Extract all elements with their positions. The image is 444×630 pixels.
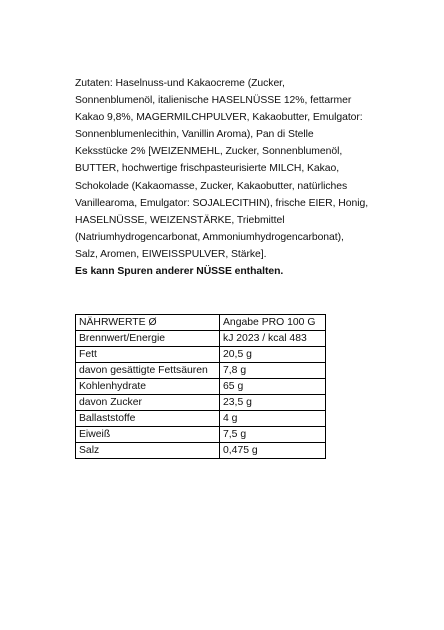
ingredients-line: Schokolade (Kakaomasse, Zucker, Kakaobutter, natürliches	[75, 180, 348, 192]
ingredients-line: Zutaten: Haselnuss-und Kakaocreme (Zucker,	[75, 78, 285, 89]
nutrient-value: 20,5 g	[220, 347, 326, 363]
nutrient-label: Eiweiß	[76, 427, 220, 443]
nutrient-value: 7,8 g	[220, 363, 326, 379]
nutrition-header-label: NÄHRWERTE Ø	[76, 315, 220, 331]
ingredients-line: (Natriumhydrogencarbonat, Ammoniumhydrogencarbonat),	[75, 231, 344, 243]
nutrient-label: Fett	[76, 347, 220, 363]
table-row	[76, 443, 326, 459]
nutrient-value: kJ 2023 / kcal 483	[220, 331, 326, 347]
table-row	[76, 379, 326, 395]
table-row	[76, 331, 326, 347]
table-row	[76, 347, 326, 363]
nutrition-header-row	[76, 315, 326, 331]
table-row	[76, 411, 326, 427]
nutrient-label: davon Zucker	[76, 395, 220, 411]
ingredients-line: Sonnenblumenöl, italienische HASELNÜSSE 12%, fettarmer	[75, 95, 352, 107]
ingredients-line: HASELNÜSSE, WEIZENSTÄRKE, Triebmittel	[75, 214, 285, 226]
ingredients-line: Salz, Aromen, EIWEISSPULVER, Stärke].	[75, 248, 267, 260]
nutrient-label: davon gesättigte Fettsäuren	[76, 363, 220, 379]
nutrient-label: Salz	[76, 443, 220, 459]
nutrition-header-value: Angabe PRO 100 G	[220, 315, 326, 331]
ingredients-line: BUTTER, hochwertige frischpasteurisierte MILCH, Kakao,	[75, 163, 340, 175]
table-row	[76, 395, 326, 411]
nutrient-label: Ballaststoffe	[76, 411, 220, 427]
nutrition-table	[75, 314, 326, 459]
ingredients-paragraph	[75, 75, 375, 280]
nutrient-value: 0,475 g	[220, 443, 326, 459]
nutrient-value: 7,5 g	[220, 427, 326, 443]
nutrient-label: Kohlenhydrate	[76, 379, 220, 395]
ingredients-line: Sonnenblumenlecithin, Vanillin Aroma), Pan di Stelle	[75, 129, 314, 141]
ingredients-line: Vanillearoma, Emulgator: SOJALECITHIN), frische EIER, Honig,	[75, 197, 369, 209]
table-row	[76, 363, 326, 379]
ingredients-line: Keksstücke 2% [WEIZENMEHL, Zucker, Sonnenblumenöl,	[75, 146, 343, 158]
table-row	[76, 427, 326, 443]
nutrient-value: 4 g	[220, 411, 326, 427]
ingredients-line: Kakao 9,8%, MAGERMILCHPULVER, Kakaobutter, Emulgator:	[75, 112, 363, 124]
nutrient-value: 23,5 g	[220, 395, 326, 411]
nutrient-value: 65 g	[220, 379, 326, 395]
allergen-warning: Es kann Spuren anderer NÜSSE enthalten.	[75, 266, 284, 278]
nutrient-label: Brennwert/Energie	[76, 331, 220, 347]
